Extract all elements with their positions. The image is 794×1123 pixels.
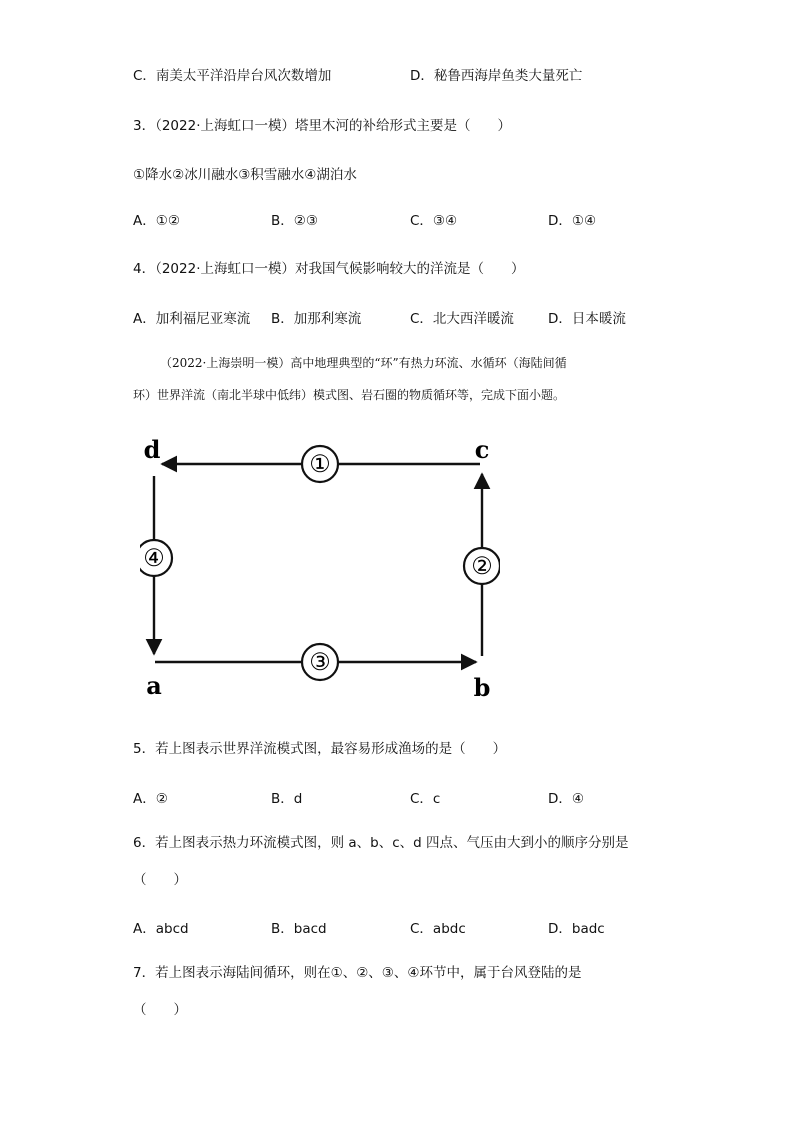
q5-option-d: D．④	[548, 791, 584, 807]
intro-line-1: （2022·上海崇明一模）高中地理典型的“环”有热力环流、水循环（海陆间循	[160, 356, 567, 370]
q2-option-c: C．南美太平洋沿岸台风次数增加	[133, 68, 332, 84]
q3-option-c: C．③④	[410, 213, 458, 229]
q7-stem: 7．若上图表示海陆间循环，则在①、②、③、④环节中，属于台风登陆的是	[133, 965, 582, 981]
svg-text:③: ③	[309, 648, 331, 676]
q5-option-b: B．d	[271, 791, 303, 807]
corner-c: c	[474, 435, 490, 464]
q6-option-b: B．bacd	[271, 921, 327, 937]
q6-option-c: C．abdc	[410, 921, 466, 937]
q3-stem: 3．（2022·上海虹口一模）塔里木河的补给形式主要是（ ）	[133, 118, 511, 134]
label-right	[464, 548, 500, 584]
intro-line-2: 环）世界洋流（南北半球中低纬）模式图、岩石圈的物质循环等，完成下面小题。	[133, 388, 566, 402]
q6-option-d: D．badc	[548, 921, 605, 937]
label-left	[140, 540, 172, 576]
label-top	[302, 446, 338, 482]
corner-d: d	[143, 435, 161, 464]
q5-option-a: A．②	[133, 791, 168, 807]
svg-text:②: ②	[471, 552, 493, 580]
cycle-diagram	[140, 430, 500, 702]
q6-paren: （ ）	[133, 872, 187, 888]
corner-b: b	[473, 673, 491, 702]
q6-option-a: A．abcd	[133, 921, 189, 937]
svg-text:④: ④	[143, 544, 165, 572]
q3-option-d: D．①④	[548, 213, 597, 229]
q2-option-d: D．秘鲁西海岸鱼类大量死亡	[410, 68, 583, 84]
q3-option-b: B．②③	[271, 213, 318, 229]
svg-text:①: ①	[309, 450, 331, 478]
q5-stem: 5．若上图表示世界洋流模式图，最容易形成渔场的是（ ）	[133, 741, 507, 757]
q4-option-d: D．日本暖流	[548, 311, 626, 327]
q4-option-a: A．加利福尼亚寒流	[133, 311, 251, 327]
q3-option-a: A．①②	[133, 213, 180, 229]
q3-items: ①降水②冰川融水③积雪融水④湖泊水	[133, 167, 357, 183]
corner-a: a	[146, 671, 162, 700]
label-bottom	[302, 644, 338, 680]
q7-paren: （ ）	[133, 1002, 187, 1018]
q5-option-c: C．c	[410, 791, 441, 807]
q4-option-b: B．加那利寒流	[271, 311, 362, 327]
q4-option-c: C．北大西洋暖流	[410, 311, 514, 327]
q4-stem: 4．（2022·上海虹口一模）对我国气候影响较大的洋流是（ ）	[133, 261, 525, 277]
q6-stem: 6．若上图表示热力环流模式图，则 a、b、c、d 四点、气压由大到小的顺序分别是	[133, 835, 629, 851]
